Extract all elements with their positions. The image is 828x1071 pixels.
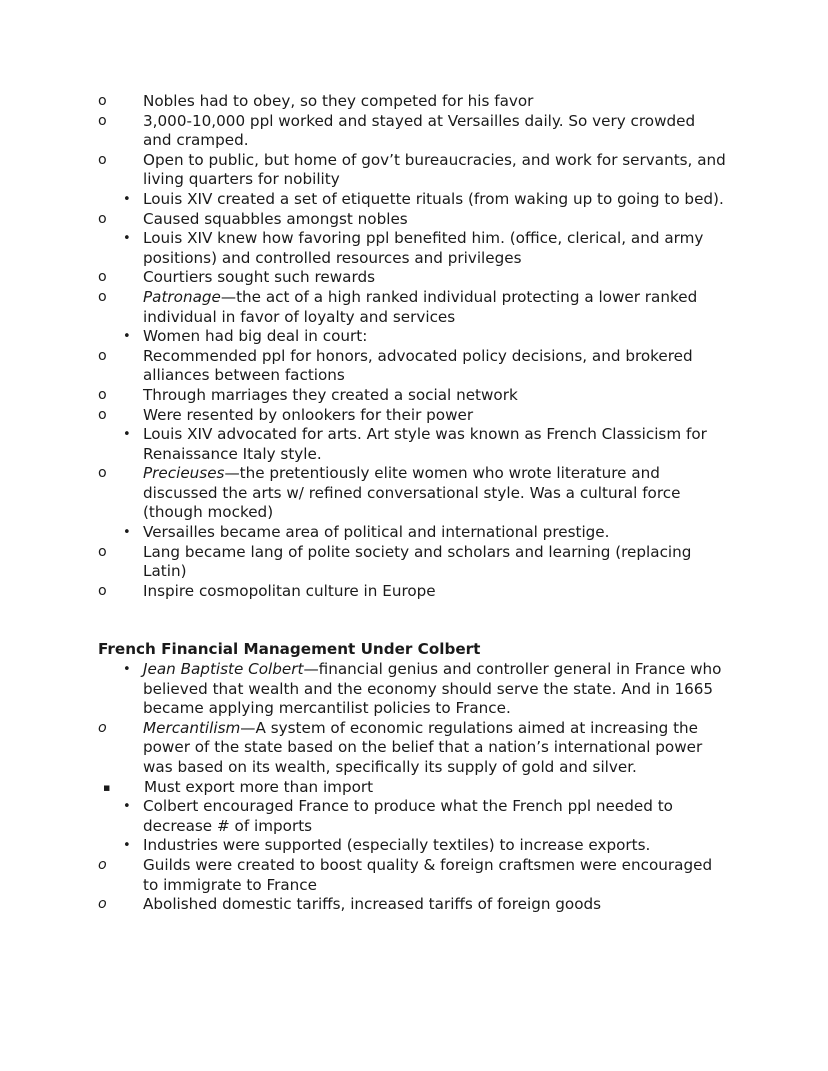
list-marker-bullet-icon: • bbox=[123, 799, 131, 815]
list-item-text: Nobles had to obey, so they competed for his favor bbox=[143, 92, 534, 110]
list-item bbox=[98, 719, 728, 778]
list-marker-bullet-icon: • bbox=[123, 231, 131, 247]
list-marker-circle-icon: o bbox=[98, 719, 107, 736]
list-item bbox=[98, 210, 728, 230]
list-marker-circle-icon: o bbox=[98, 896, 107, 913]
list-marker-circle-icon: o bbox=[98, 465, 107, 482]
list-item bbox=[98, 836, 728, 856]
bullet-list-level-1 bbox=[98, 327, 728, 347]
list-item-text: Must export more than import bbox=[144, 777, 374, 796]
list-marker-circle-icon: o bbox=[98, 406, 107, 423]
list-marker-circle-icon: o bbox=[98, 269, 107, 286]
list-item bbox=[98, 288, 728, 327]
list-item bbox=[98, 895, 728, 915]
list-item bbox=[98, 778, 728, 798]
bullet-list-level-2 bbox=[98, 210, 728, 230]
defined-term: Jean Baptiste Colbert bbox=[143, 660, 304, 679]
list-item-text: Louis XIV advocated for arts. Art style was known as French Classicism for Renaissance Italy style. bbox=[143, 425, 707, 463]
list-item-text bbox=[143, 464, 728, 523]
list-item bbox=[98, 268, 728, 288]
list-item-text: Inspire cosmopolitan culture in Europe bbox=[143, 581, 436, 600]
list-item-text bbox=[143, 660, 728, 719]
bullet-list-level-2 bbox=[98, 347, 728, 425]
bullet-list-level-1 bbox=[98, 190, 728, 210]
list-item-text: Colbert encouraged France to produce what the French ppl needed to decrease # of imports bbox=[143, 797, 673, 835]
paragraph-spacer bbox=[98, 601, 728, 640]
list-marker-circle-icon: o bbox=[98, 151, 107, 168]
document-body bbox=[98, 92, 728, 915]
bullet-list-level-2 bbox=[98, 856, 728, 915]
bullet-list-level-3 bbox=[98, 778, 728, 798]
list-item bbox=[98, 856, 728, 895]
list-marker-circle-icon: o bbox=[98, 210, 107, 227]
defined-term: Mercantilism bbox=[143, 718, 241, 737]
defined-term: Precieuses bbox=[143, 464, 225, 483]
bullet-list-level-1 bbox=[98, 425, 728, 464]
list-item-text: Lang became lang of polite society and scholars and learning (replacing Latin) bbox=[143, 542, 692, 581]
list-item-text: Through marriages they created a social network bbox=[143, 385, 518, 404]
list-item bbox=[98, 112, 728, 151]
list-item-text: Abolished domestic tariffs, increased tariffs of foreign goods bbox=[143, 895, 602, 914]
list-item bbox=[98, 327, 728, 347]
list-item bbox=[98, 347, 728, 386]
list-item-text: 3,000-10,000 ppl worked and stayed at Versailles daily. So very crowded and cramped. bbox=[143, 111, 696, 150]
list-marker-square-icon: ▪ bbox=[103, 780, 111, 794]
list-marker-circle-icon: o bbox=[98, 386, 107, 403]
list-item bbox=[98, 190, 728, 210]
list-marker-circle-icon: o bbox=[98, 288, 107, 305]
bullet-list-level-2 bbox=[98, 719, 728, 778]
list-item-text: Industries were supported (especially textiles) to increase exports. bbox=[143, 836, 651, 855]
list-item-text: Women had big deal in court: bbox=[143, 327, 368, 346]
list-item bbox=[98, 229, 728, 268]
list-item-text: Caused squabbles amongst nobles bbox=[143, 209, 408, 228]
list-marker-bullet-icon: • bbox=[123, 329, 131, 345]
list-item-text: Courtiers sought such rewards bbox=[143, 268, 376, 287]
list-item bbox=[98, 660, 728, 719]
list-item bbox=[98, 151, 728, 190]
list-marker-bullet-icon: • bbox=[123, 427, 131, 443]
list-item bbox=[98, 582, 728, 602]
definition-text: —the act of a high ranked individual protecting a lower ranked individual in favor of loyalty and services bbox=[143, 287, 698, 326]
list-item-text: Versailles became area of political and international prestige. bbox=[143, 523, 610, 542]
list-marker-bullet-icon: • bbox=[123, 525, 131, 541]
definition-text: —A system of economic regulations aimed at increasing the power of the state based on the belief that a nation’s international power was based on its wealth, specifically its supply of gold and silver. bbox=[143, 718, 703, 776]
list-marker-bullet-icon: • bbox=[123, 662, 131, 678]
list-item bbox=[98, 543, 728, 582]
list-marker-bullet-icon: • bbox=[123, 838, 131, 854]
list-item bbox=[98, 406, 728, 426]
list-item bbox=[98, 386, 728, 406]
list-item bbox=[98, 425, 728, 464]
list-item-text: Guilds were created to boost quality & foreign craftsmen were encouraged to immigrate to France bbox=[143, 855, 713, 894]
definition-text: —financial genius and controller general in France who believed that wealth and the economy should serve the state. And in 1665 became applying mercantilist policies to France. bbox=[143, 660, 722, 718]
list-marker-circle-icon: o bbox=[98, 582, 107, 599]
list-item-text bbox=[143, 288, 728, 327]
defined-term: Patronage bbox=[143, 287, 221, 306]
bullet-list-level-1 bbox=[98, 229, 728, 268]
list-item-text bbox=[143, 719, 728, 778]
list-item-text: Recommended ppl for honors, advocated policy decisions, and brokered alliances between factions bbox=[143, 346, 693, 385]
bullet-list-level-1 bbox=[98, 660, 728, 719]
list-item-text: Were resented by onlookers for their power bbox=[143, 405, 474, 424]
bullet-list-level-1 bbox=[98, 797, 728, 856]
list-marker-bullet-icon: • bbox=[123, 191, 131, 207]
list-item bbox=[98, 92, 728, 112]
definition-text: —the pretentiously elite women who wrote literature and discussed the arts w/ refined conversational style. Was a cultural force (though mocked) bbox=[143, 464, 681, 522]
list-marker-circle-icon: o bbox=[98, 856, 107, 873]
list-item bbox=[98, 464, 728, 523]
bullet-list-level-2 bbox=[98, 268, 728, 327]
list-item-text: Louis XIV knew how favoring ppl benefited him. (office, clerical, and army positions) and controlled resources and privileges bbox=[143, 229, 704, 267]
list-marker-circle-icon: o bbox=[98, 93, 107, 109]
list-item bbox=[98, 797, 728, 836]
bullet-list-level-1 bbox=[98, 523, 728, 543]
bullet-list-level-2 bbox=[98, 92, 728, 190]
list-item bbox=[98, 523, 728, 543]
section-heading: French Financial Management Under Colbert bbox=[98, 640, 481, 659]
list-item-text: Open to public, but home of gov’t bureaucracies, and work for servants, and living quarters for nobility bbox=[143, 150, 726, 189]
list-marker-circle-icon: o bbox=[98, 112, 107, 129]
bullet-list-level-2 bbox=[98, 464, 728, 523]
list-marker-circle-icon: o bbox=[98, 347, 107, 364]
list-item-text: Louis XIV created a set of etiquette rituals (from waking up to going to bed). bbox=[143, 189, 724, 208]
list-marker-circle-icon: o bbox=[98, 543, 107, 560]
bullet-list-level-2 bbox=[98, 543, 728, 602]
